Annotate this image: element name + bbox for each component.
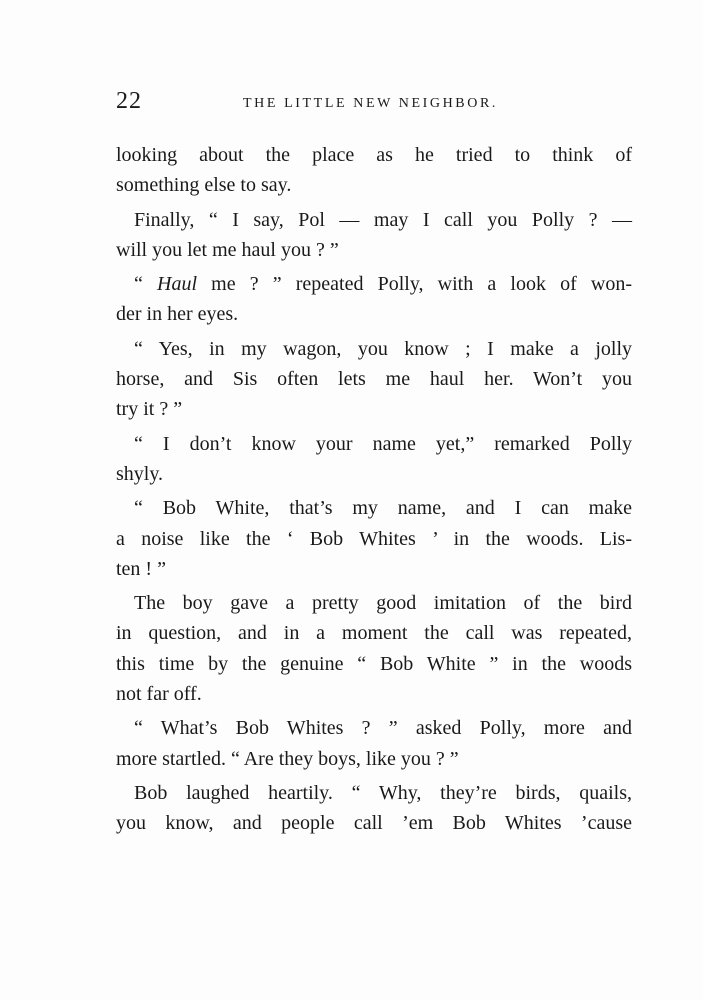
text-line: will you let me haul you ? ” [116,238,339,261]
text-line: Bob laughed heartily. “ Why, they’re birds, quails, [134,781,632,804]
text-line [116,269,632,299]
text-line: you know, and people call ’em Bob Whites ’cause [116,812,632,835]
text-line: looking about the place as he tried to think of [116,144,632,166]
text-line-prefix: “ [134,273,158,296]
text-line: “ I don’t know your name yet,” remarked Polly [134,432,632,455]
page-number: 22 [116,88,142,114]
text-line: “ Bob White, that’s my name, and I can make [134,497,632,520]
text-line: more startled. “ Are they boys, like you ? ” [116,747,459,770]
text-line: in question, and in a moment the call was repeated, [116,622,632,645]
text-line: The boy gave a pretty good imitation of the bird [134,592,632,615]
emphasized-word: Haul [157,273,198,296]
running-head [116,88,632,118]
text-line-rest: me ? ” repeated Polly, with a look of won- [197,273,632,296]
text-line: ten ! ” [116,557,166,580]
text-line: horse, and Sis often lets me haul her. Won’t you [116,368,632,391]
text-line: not far off. [116,683,202,706]
text-line: a noise like the ‘ Bob Whites ’ in the woods. Lis- [116,527,632,550]
text-line: try it ? ” [116,398,183,421]
text-line: something else to say. [116,174,292,197]
running-title: THE LITTLE NEW NEIGHBOR. [243,96,498,111]
text-line: this time by the genuine “ Bob White ” in the woods [116,652,632,675]
text-line: “ Yes, in my wagon, you know ; I make a jolly [134,337,632,360]
body-text [116,140,632,839]
text-line: “ What’s Bob Whites ? ” asked Polly, more and [134,717,632,740]
text-line: der in her eyes. [116,303,239,326]
text-line: shyly. [116,462,164,485]
text-line: Finally, “ I say, Pol — may I call you Polly ? — [134,208,632,231]
